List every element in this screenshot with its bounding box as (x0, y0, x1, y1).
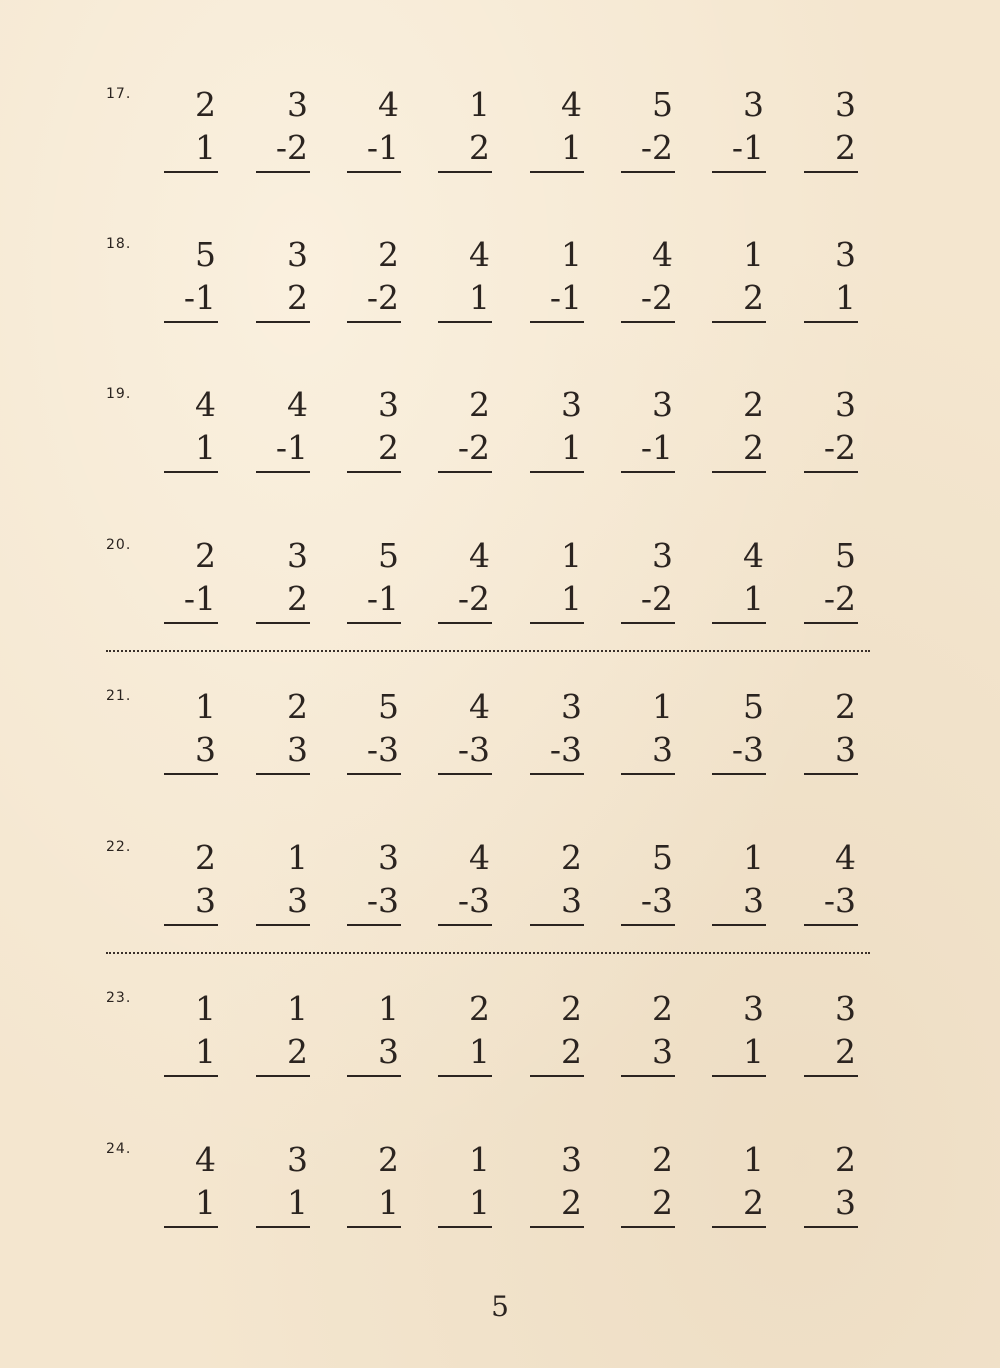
bottom-number: -1 (640, 428, 673, 467)
answer-line (164, 773, 218, 775)
bottom-number: 3 (287, 881, 308, 920)
answer-line (347, 773, 401, 775)
answer-line (712, 1226, 766, 1228)
addition-problem (530, 839, 584, 929)
addition-problem (438, 688, 492, 778)
bottom-number: 1 (195, 1183, 216, 1222)
top-number: 4 (378, 85, 399, 124)
top-number: 3 (835, 385, 856, 424)
answer-line (438, 171, 492, 173)
answer-line (164, 471, 218, 473)
top-number: 2 (652, 989, 673, 1028)
addition-problem (530, 86, 584, 176)
top-number: 3 (652, 385, 673, 424)
problem-row (0, 688, 1000, 808)
top-number: 3 (561, 385, 582, 424)
addition-problem (347, 839, 401, 929)
answer-line (804, 924, 858, 926)
bottom-number: 1 (561, 428, 582, 467)
bottom-number: -2 (457, 428, 490, 467)
bottom-number: -3 (457, 881, 490, 920)
addition-problem (256, 990, 310, 1080)
addition-problem (164, 537, 218, 627)
answer-line (712, 171, 766, 173)
top-number: 1 (743, 838, 764, 877)
answer-line (164, 171, 218, 173)
addition-problem (712, 537, 766, 627)
top-number: 4 (469, 235, 490, 274)
answer-line (438, 1075, 492, 1077)
top-number: 5 (835, 536, 856, 575)
addition-problem (438, 236, 492, 326)
top-number: 4 (743, 536, 764, 575)
bottom-number: 2 (469, 128, 490, 167)
answer-line (347, 471, 401, 473)
answer-line (438, 773, 492, 775)
answer-line (530, 321, 584, 323)
row-number: 24. (106, 1141, 132, 1157)
addition-problem (256, 839, 310, 929)
answer-line (712, 924, 766, 926)
bottom-number: 3 (743, 881, 764, 920)
bottom-number: 2 (287, 1032, 308, 1071)
top-number: 4 (469, 838, 490, 877)
answer-line (347, 1075, 401, 1077)
bottom-number: -1 (366, 128, 399, 167)
addition-problem (621, 1141, 675, 1231)
addition-problem (256, 236, 310, 326)
bottom-number: 3 (835, 1183, 856, 1222)
bottom-number: 2 (287, 278, 308, 317)
addition-problem (530, 386, 584, 476)
bottom-number: 1 (469, 1183, 490, 1222)
bottom-number: 3 (195, 730, 216, 769)
top-number: 2 (378, 235, 399, 274)
answer-line (621, 171, 675, 173)
bottom-number: 3 (652, 1032, 673, 1071)
addition-problem (438, 990, 492, 1080)
answer-line (530, 773, 584, 775)
bottom-number: 1 (378, 1183, 399, 1222)
addition-problem (804, 386, 858, 476)
addition-problem (164, 839, 218, 929)
addition-problem (621, 839, 675, 929)
answer-line (256, 1075, 310, 1077)
top-number: 3 (287, 235, 308, 274)
top-number: 2 (835, 687, 856, 726)
row-number: 23. (106, 990, 132, 1006)
dotted-separator (106, 952, 870, 954)
bottom-number: 3 (561, 881, 582, 920)
addition-problem (804, 839, 858, 929)
addition-problem (804, 990, 858, 1080)
top-number: 3 (287, 536, 308, 575)
top-number: 5 (378, 536, 399, 575)
addition-problem (438, 86, 492, 176)
bottom-number: 1 (287, 1183, 308, 1222)
addition-problem (256, 688, 310, 778)
answer-line (621, 773, 675, 775)
addition-problem (164, 1141, 218, 1231)
addition-problem (256, 1141, 310, 1231)
bottom-number: 2 (743, 278, 764, 317)
addition-problem (347, 688, 401, 778)
addition-problem (438, 537, 492, 627)
top-number: 2 (835, 1140, 856, 1179)
bottom-number: 2 (652, 1183, 673, 1222)
top-number: 1 (195, 687, 216, 726)
answer-line (438, 622, 492, 624)
addition-problem (804, 537, 858, 627)
addition-problem (712, 990, 766, 1080)
problem-row (0, 386, 1000, 506)
answer-line (804, 171, 858, 173)
bottom-number: 1 (195, 128, 216, 167)
bottom-number: 2 (378, 428, 399, 467)
top-number: 2 (287, 687, 308, 726)
answer-line (256, 471, 310, 473)
top-number: 4 (195, 1140, 216, 1179)
addition-problem (530, 236, 584, 326)
addition-problem (164, 236, 218, 326)
bottom-number: 2 (743, 428, 764, 467)
answer-line (438, 924, 492, 926)
bottom-number: 3 (287, 730, 308, 769)
answer-line (256, 773, 310, 775)
bottom-number: -3 (731, 730, 764, 769)
bottom-number: 1 (469, 1032, 490, 1071)
top-number: 3 (561, 1140, 582, 1179)
bottom-number: -1 (183, 579, 216, 618)
answer-line (712, 773, 766, 775)
answer-line (621, 1226, 675, 1228)
addition-problem (530, 537, 584, 627)
answer-line (804, 1226, 858, 1228)
addition-problem (256, 86, 310, 176)
answer-line (164, 622, 218, 624)
bottom-number: -1 (275, 428, 308, 467)
bottom-number: -2 (823, 428, 856, 467)
top-number: 4 (195, 385, 216, 424)
answer-line (621, 622, 675, 624)
bottom-number: 1 (561, 128, 582, 167)
top-number: 1 (195, 989, 216, 1028)
bottom-number: 1 (469, 278, 490, 317)
addition-problem (712, 86, 766, 176)
answer-line (164, 924, 218, 926)
top-number: 1 (561, 235, 582, 274)
bottom-number: 2 (743, 1183, 764, 1222)
addition-problem (347, 236, 401, 326)
top-number: 1 (469, 1140, 490, 1179)
addition-problem (621, 86, 675, 176)
addition-problem (438, 839, 492, 929)
bottom-number: -3 (549, 730, 582, 769)
problem-row (0, 86, 1000, 206)
top-number: 3 (835, 85, 856, 124)
answer-line (347, 1226, 401, 1228)
top-number: 2 (561, 838, 582, 877)
row-number: 22. (106, 839, 132, 855)
top-number: 5 (378, 687, 399, 726)
top-number: 3 (378, 838, 399, 877)
bottom-number: -1 (366, 579, 399, 618)
top-number: 1 (469, 85, 490, 124)
answer-line (347, 321, 401, 323)
answer-line (347, 924, 401, 926)
top-number: 4 (835, 838, 856, 877)
answer-line (530, 471, 584, 473)
top-number: 2 (561, 989, 582, 1028)
bottom-number: 2 (561, 1032, 582, 1071)
bottom-number: 2 (561, 1183, 582, 1222)
answer-line (804, 622, 858, 624)
top-number: 2 (652, 1140, 673, 1179)
bottom-number: -2 (823, 579, 856, 618)
top-number: 1 (287, 838, 308, 877)
addition-problem (621, 990, 675, 1080)
top-number: 4 (469, 687, 490, 726)
answer-line (347, 171, 401, 173)
addition-problem (164, 386, 218, 476)
bottom-number: -3 (366, 881, 399, 920)
top-number: 3 (287, 1140, 308, 1179)
top-number: 2 (469, 385, 490, 424)
top-number: 1 (287, 989, 308, 1028)
top-number: 1 (561, 536, 582, 575)
row-number: 17. (106, 86, 132, 102)
bottom-number: 1 (195, 1032, 216, 1071)
bottom-number: -2 (275, 128, 308, 167)
addition-problem (347, 537, 401, 627)
addition-problem (621, 537, 675, 627)
answer-line (256, 171, 310, 173)
addition-problem (621, 386, 675, 476)
answer-line (164, 1075, 218, 1077)
top-number: 2 (743, 385, 764, 424)
top-number: 3 (743, 989, 764, 1028)
answer-line (530, 622, 584, 624)
top-number: 4 (287, 385, 308, 424)
bottom-number: -2 (366, 278, 399, 317)
addition-problem (164, 688, 218, 778)
bottom-number: 3 (195, 881, 216, 920)
addition-problem (712, 688, 766, 778)
addition-problem (438, 1141, 492, 1231)
top-number: 1 (743, 1140, 764, 1179)
addition-problem (347, 990, 401, 1080)
problem-row (0, 839, 1000, 959)
top-number: 3 (835, 989, 856, 1028)
problem-row (0, 990, 1000, 1110)
answer-line (438, 1226, 492, 1228)
answer-line (530, 1075, 584, 1077)
bottom-number: 3 (378, 1032, 399, 1071)
addition-problem (530, 688, 584, 778)
addition-problem (530, 990, 584, 1080)
row-number: 21. (106, 688, 132, 704)
top-number: 4 (652, 235, 673, 274)
top-number: 3 (835, 235, 856, 274)
dotted-separator (106, 650, 870, 652)
answer-line (804, 1075, 858, 1077)
top-number: 2 (195, 536, 216, 575)
answer-line (256, 1226, 310, 1228)
answer-line (712, 622, 766, 624)
answer-line (256, 321, 310, 323)
answer-line (164, 321, 218, 323)
addition-problem (256, 537, 310, 627)
addition-problem (347, 1141, 401, 1231)
answer-line (621, 1075, 675, 1077)
bottom-number: 1 (561, 579, 582, 618)
addition-problem (256, 386, 310, 476)
bottom-number: 2 (835, 128, 856, 167)
answer-line (347, 622, 401, 624)
addition-problem (804, 688, 858, 778)
top-number: 5 (652, 85, 673, 124)
answer-line (530, 924, 584, 926)
top-number: 3 (743, 85, 764, 124)
top-number: 1 (743, 235, 764, 274)
addition-problem (164, 990, 218, 1080)
answer-line (164, 1226, 218, 1228)
addition-problem (712, 386, 766, 476)
top-number: 1 (652, 687, 673, 726)
problem-row (0, 236, 1000, 356)
addition-problem (712, 1141, 766, 1231)
problem-row (0, 537, 1000, 657)
top-number: 3 (652, 536, 673, 575)
addition-problem (712, 236, 766, 326)
row-number: 18. (106, 236, 132, 252)
bottom-number: 1 (743, 579, 764, 618)
addition-problem (621, 688, 675, 778)
answer-line (438, 471, 492, 473)
bottom-number: -1 (731, 128, 764, 167)
answer-line (804, 321, 858, 323)
answer-line (712, 1075, 766, 1077)
row-number: 20. (106, 537, 132, 553)
top-number: 3 (287, 85, 308, 124)
answer-line (438, 321, 492, 323)
answer-line (804, 471, 858, 473)
top-number: 5 (743, 687, 764, 726)
answer-line (712, 471, 766, 473)
bottom-number: 3 (652, 730, 673, 769)
addition-problem (530, 1141, 584, 1231)
top-number: 2 (378, 1140, 399, 1179)
answer-line (256, 622, 310, 624)
bottom-number: 1 (195, 428, 216, 467)
answer-line (530, 1226, 584, 1228)
addition-problem (347, 86, 401, 176)
addition-problem (164, 86, 218, 176)
addition-problem (621, 236, 675, 326)
bottom-number: -3 (640, 881, 673, 920)
row-number: 19. (106, 386, 132, 402)
answer-line (530, 171, 584, 173)
bottom-number: -3 (366, 730, 399, 769)
bottom-number: -2 (640, 278, 673, 317)
answer-line (256, 924, 310, 926)
bottom-number: -2 (457, 579, 490, 618)
addition-problem (438, 386, 492, 476)
bottom-number: 1 (835, 278, 856, 317)
top-number: 3 (561, 687, 582, 726)
problem-row (0, 1141, 1000, 1261)
bottom-number: -2 (640, 128, 673, 167)
answer-line (621, 471, 675, 473)
addition-problem (712, 839, 766, 929)
answer-line (712, 321, 766, 323)
bottom-number: -1 (183, 278, 216, 317)
bottom-number: 2 (287, 579, 308, 618)
top-number: 1 (378, 989, 399, 1028)
page-number: 5 (491, 1290, 509, 1323)
addition-problem (804, 1141, 858, 1231)
bottom-number: -3 (457, 730, 490, 769)
answer-line (804, 773, 858, 775)
bottom-number: 3 (835, 730, 856, 769)
addition-problem (804, 86, 858, 176)
top-number: 5 (195, 235, 216, 274)
bottom-number: 1 (743, 1032, 764, 1071)
answer-line (621, 321, 675, 323)
top-number: 5 (652, 838, 673, 877)
addition-problem (347, 386, 401, 476)
addition-problem (804, 236, 858, 326)
answer-line (621, 924, 675, 926)
bottom-number: -1 (549, 278, 582, 317)
top-number: 2 (469, 989, 490, 1028)
top-number: 2 (195, 85, 216, 124)
top-number: 4 (469, 536, 490, 575)
bottom-number: -3 (823, 881, 856, 920)
bottom-number: 2 (835, 1032, 856, 1071)
top-number: 4 (561, 85, 582, 124)
bottom-number: -2 (640, 579, 673, 618)
top-number: 3 (378, 385, 399, 424)
top-number: 2 (195, 838, 216, 877)
